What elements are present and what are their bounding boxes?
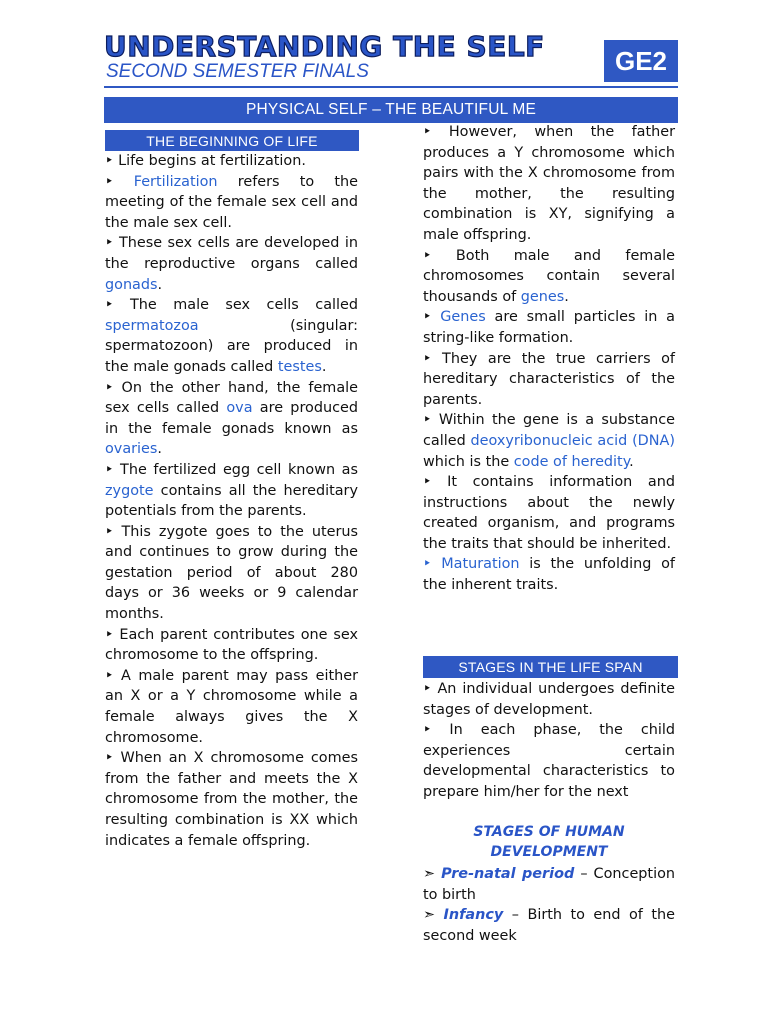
paragraph: ‣ A male parent may pass either an X or a Y chromosome while a female always gives the X chromosome. — [105, 667, 358, 746]
heading-beginning-of-life: THE BEGINNING OF LIFE — [105, 130, 359, 151]
highlighted-term: gonads — [105, 276, 158, 293]
paragraph: ‣ It contains information and instructions about the newly created organism, and programs the traits that should be inherited. — [423, 474, 675, 552]
paragraph: ‣ Each parent contributes one sex chromosome to the offspring. — [105, 626, 358, 664]
stages-text — [423, 679, 675, 803]
paragraph: ‣ This zygote goes to the uterus and continues to grow during the gestation period of about 280 days or 36 weeks or 9 calendar months. — [105, 523, 358, 623]
highlighted-term: spermatozoa — [105, 317, 199, 334]
highlighted-term: ova — [226, 400, 253, 417]
highlighted-term: code of heredity — [513, 453, 630, 470]
human-development-list — [423, 864, 675, 946]
paragraph: ‣ The fertilized egg cell known as zygote contains all the hereditary potentials from the parents. — [105, 461, 358, 520]
highlighted-term: Fertilization — [133, 173, 218, 190]
document-title: UNDERSTANDING THE SELF — [104, 30, 545, 63]
paragraph: ‣ Within the gene is a substance called deoxyribonucleic acid (DNA) which is the code of heredity. — [423, 412, 675, 470]
header-divider — [104, 86, 678, 88]
right-column-text — [423, 122, 675, 596]
paragraph: ‣ When an X chromosome comes from the father and meets the X chromosome from the mother, the resulting combination is XX which indicates a female offspring. — [105, 750, 358, 849]
course-badge: GE2 — [604, 40, 678, 82]
heading-human-development: STAGES OF HUMAN DEVELOPMENT — [473, 824, 625, 860]
list-item: ➣ Pre-natal period – Conception to birth — [423, 866, 675, 903]
document-subtitle: SECOND SEMESTER FINALS — [106, 61, 369, 82]
highlighted-term: testes — [277, 358, 322, 375]
paragraph: ‣ These sex cells are developed in the reproductive organs called gonads. — [105, 235, 358, 293]
highlighted-term: genes — [520, 288, 565, 305]
paragraph: ‣ In each phase, the child experiences certain developmental characteristics to prepare him/her for the next — [423, 722, 675, 800]
paragraph: ‣ However, when the father produces a Y chromosome which pairs with the X chromosome from the mother, the resulting combination is XY, signifying a male offspring. — [423, 124, 675, 243]
section-title: PHYSICAL SELF – THE BEAUTIFUL ME — [104, 97, 678, 123]
highlighted-term: Genes — [440, 309, 486, 326]
paragraph: ‣ Fertilization refers to the meeting of the female sex cell and the male sex cell. — [105, 173, 358, 231]
list-item: ➣ Infancy – Birth to end of the second week — [423, 907, 675, 944]
stage-term: Pre-natal period — [441, 866, 575, 882]
left-column-text — [105, 151, 358, 851]
paragraph: ‣ An individual undergoes definite stages of development. — [423, 681, 675, 718]
highlighted-term: deoxyribonucleic acid (DNA) — [470, 432, 675, 449]
highlighted-term: ‣ Maturation — [423, 556, 520, 573]
paragraph: ‣ Maturation is the unfolding of the inherent traits. — [423, 556, 675, 594]
paragraph: ‣ Life begins at fertilization. — [105, 153, 306, 169]
highlighted-term: zygote — [105, 482, 154, 499]
highlighted-term: ovaries — [105, 441, 158, 458]
paragraph: ‣ Both male and female chromosomes contain several thousands of genes. — [423, 247, 675, 305]
paragraph: ‣ On the other hand, the female sex cells called ova are produced in the female gonads known as ovaries. — [105, 379, 359, 458]
paragraph: ‣ Genes are small particles in a string-like formation. — [423, 309, 675, 346]
stage-term: Infancy — [443, 907, 504, 924]
heading-stages-life-span: STAGES IN THE LIFE SPAN — [423, 656, 678, 678]
paragraph: ‣ They are the true carriers of hereditary characteristics of the parents. — [423, 350, 675, 408]
paragraph: ‣ The male sex cells called spermatozoa (singular: spermatozoon) are produced in the male gonads called testes. — [105, 297, 358, 375]
